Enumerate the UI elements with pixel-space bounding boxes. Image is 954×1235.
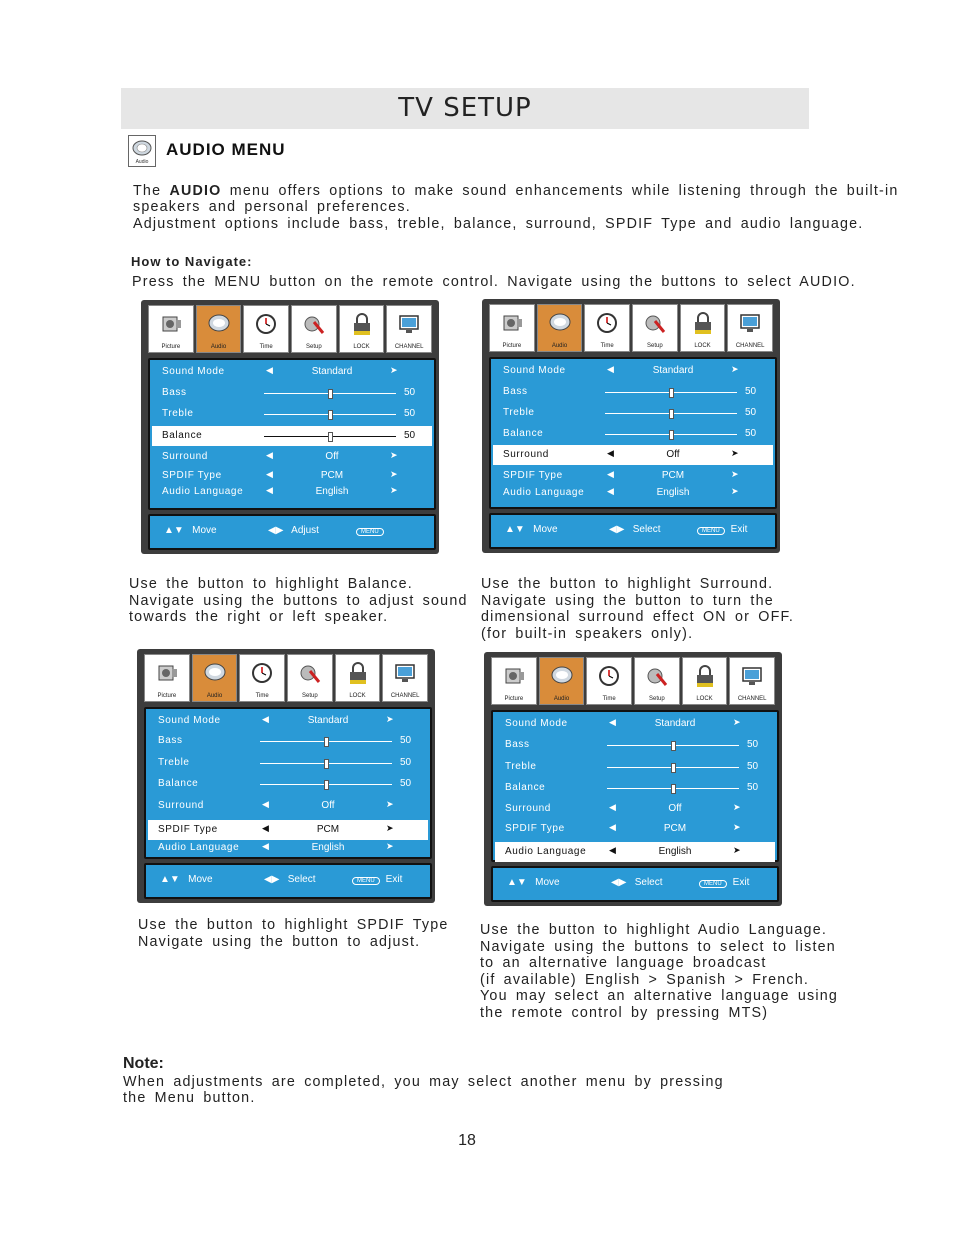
audio-menu-panel — [144, 707, 432, 859]
lock-icon — [346, 660, 370, 686]
tab-label: Audio — [206, 693, 223, 699]
note-line-1: When adjustments are completed, you may select another menu by pressing — [123, 1074, 724, 1090]
menu-screen-language — [484, 652, 782, 906]
audio-icon — [550, 663, 574, 689]
tab-audio[interactable] — [537, 304, 583, 352]
tab-label: Audio — [553, 696, 570, 702]
tab-audio[interactable] — [539, 657, 585, 705]
picture-icon — [159, 311, 183, 337]
page-title-bar — [121, 88, 809, 129]
row-sound-mode[interactable]: Sound Mode ◀ Standard ➤ — [505, 717, 741, 729]
audio-menu-panel — [489, 357, 777, 509]
row-spdif[interactable]: SPDIF Type ◀ PCM ➤ — [148, 820, 428, 840]
audio-menu-panel — [491, 710, 779, 862]
row-treble[interactable]: Treble 50 — [503, 407, 757, 418]
tab-setup[interactable] — [634, 657, 680, 705]
tab-label: LOCK — [353, 344, 370, 350]
channel-icon — [738, 310, 762, 336]
tab-label: Setup — [647, 343, 663, 349]
tab-label: Setup — [302, 693, 318, 699]
tab-channel[interactable] — [382, 654, 428, 702]
tab-lock[interactable] — [680, 304, 726, 352]
page-title: TV SETUP — [398, 93, 532, 123]
time-icon — [250, 660, 274, 686]
tab-picture[interactable] — [144, 654, 190, 702]
row-bass[interactable]: Bass 50 — [503, 386, 757, 397]
tab-audio[interactable] — [192, 654, 238, 702]
note-heading: Note: — [123, 1055, 164, 1072]
picture-icon — [502, 663, 526, 689]
menu-tabs — [491, 657, 775, 705]
tab-label: LOCK — [694, 343, 711, 349]
audio-icon — [548, 310, 572, 336]
row-sound-mode[interactable]: Sound Mode ◀ Standard ➤ — [162, 365, 398, 377]
tab-label: CHANNEL — [735, 343, 765, 349]
tab-picture[interactable] — [489, 304, 535, 352]
tab-time[interactable] — [584, 304, 630, 352]
row-bass[interactable]: Bass 50 — [505, 739, 759, 750]
tab-setup[interactable] — [291, 305, 337, 353]
tab-audio[interactable] — [196, 305, 242, 353]
tab-label: Picture — [157, 693, 177, 699]
setup-icon — [645, 663, 669, 689]
time-icon — [595, 310, 619, 336]
tab-time[interactable] — [239, 654, 285, 702]
tab-setup[interactable] — [287, 654, 333, 702]
tab-label: Picture — [502, 343, 522, 349]
how-to-text: Press the MENU button on the remote control. Navigate using the buttons to select AUDIO. — [132, 274, 856, 290]
row-bass[interactable]: Bass 50 — [162, 387, 416, 398]
row-treble[interactable]: Treble 50 — [162, 408, 416, 419]
tab-label: LOCK — [349, 693, 366, 699]
how-to-heading: How to Navigate: — [131, 254, 253, 269]
row-audio-language[interactable]: Audio Language ◀ English ➤ — [503, 486, 739, 498]
menu-tabs — [144, 654, 428, 702]
intro-line-2: speakers and personal preferences. — [133, 199, 411, 215]
setup-icon — [302, 311, 326, 337]
lock-icon — [350, 311, 374, 337]
desc-language: Use the button to highlight Audio Language. Navigate using the buttons to select to listen to an alternative language broadcast (if available) English > Spanish > French. You may select an alternative language using the remote control by pressing MTS) — [480, 922, 838, 1021]
tab-label: Audio — [551, 343, 568, 349]
channel-icon — [740, 663, 764, 689]
row-balance[interactable]: Balance 50 — [158, 778, 412, 789]
menu-footer: ▲▼ Move ◀▶ Adjust MENU — [148, 514, 436, 550]
tab-label: Picture — [504, 696, 524, 702]
tab-label: CHANNEL — [737, 696, 767, 702]
row-treble[interactable]: Treble 50 — [505, 761, 759, 772]
channel-icon — [393, 660, 417, 686]
row-balance[interactable]: Balance 50 — [152, 426, 432, 446]
tab-time[interactable] — [586, 657, 632, 705]
row-audio-language[interactable]: Audio Language ◀ English ➤ — [495, 842, 775, 862]
row-spdif[interactable]: SPDIF Type ◀ PCM ➤ — [162, 469, 398, 481]
tab-label: Time — [600, 343, 614, 349]
audio-icon — [207, 311, 231, 337]
tab-label: Time — [255, 693, 269, 699]
row-surround[interactable]: Surround ◀ Off ➤ — [162, 450, 398, 462]
audio-icon-label: Audio — [135, 159, 149, 165]
desc-surround: Use the button to highlight Surround. Navigate using the button to turn the dimensional surround effect ON or OFF. (for built-in speakers only). — [481, 576, 795, 642]
menu-screen-surround — [482, 299, 780, 553]
desc-balance: Use the button to highlight Balance. Navigate using the buttons to adjust sound towards the right or left speaker. — [129, 576, 468, 625]
row-sound-mode[interactable]: Sound Mode ◀ Standard ➤ — [503, 364, 739, 376]
audio-icon — [203, 660, 227, 686]
menu-screen-balance — [141, 300, 439, 554]
menu-footer: ▲▼ Move ◀▶ Select MENU Exit — [491, 866, 779, 902]
tab-label: CHANNEL — [390, 693, 420, 699]
picture-icon — [155, 660, 179, 686]
time-icon — [597, 663, 621, 689]
menu-tabs — [489, 304, 773, 352]
intro-line-3: Adjustment options include bass, treble, balance, surround, SPDIF Type and audio language. — [133, 216, 864, 232]
setup-icon — [298, 660, 322, 686]
note-line-2: the Menu button. — [123, 1090, 256, 1106]
row-spdif[interactable]: SPDIF Type ◀ PCM ➤ — [503, 469, 739, 481]
tab-label: Picture — [161, 344, 181, 350]
tab-picture[interactable] — [491, 657, 537, 705]
menu-footer: ▲▼ Move ◀▶ Select MENU Exit — [144, 863, 432, 899]
tab-label: CHANNEL — [394, 344, 424, 350]
row-balance[interactable]: Balance 50 — [503, 428, 757, 439]
tab-label: Time — [259, 344, 273, 350]
row-surround[interactable]: Surround ◀ Off ➤ — [493, 445, 773, 465]
desc-spdif: Use the button to highlight SPDIF Type Navigate using the button to adjust. — [138, 917, 449, 950]
tab-label: LOCK — [696, 696, 713, 702]
row-surround[interactable]: Surround ◀ Off ➤ — [505, 802, 741, 814]
time-icon — [254, 311, 278, 337]
tab-channel[interactable] — [729, 657, 775, 705]
tab-lock[interactable] — [682, 657, 728, 705]
channel-icon — [397, 311, 421, 337]
audio-menu-panel — [148, 358, 436, 510]
row-surround[interactable]: Surround ◀ Off ➤ — [158, 799, 394, 811]
menu-tabs — [148, 305, 432, 353]
page-number: 18 — [458, 1132, 476, 1149]
tab-time[interactable] — [243, 305, 289, 353]
row-bass[interactable]: Bass 50 — [158, 735, 412, 746]
menu-footer: ▲▼ Move ◀▶ Select MENU Exit — [489, 513, 777, 549]
tab-label: Audio — [210, 344, 227, 350]
tab-picture[interactable] — [148, 305, 194, 353]
row-spdif[interactable]: SPDIF Type ◀ PCM ➤ — [505, 822, 741, 834]
tab-label: Setup — [649, 696, 665, 702]
row-audio-language[interactable]: Audio Language ◀ English ➤ — [162, 485, 398, 497]
lock-icon — [691, 310, 715, 336]
tab-lock[interactable] — [335, 654, 381, 702]
row-audio-language[interactable]: Audio Language ◀ English ➤ — [158, 841, 394, 853]
picture-icon — [500, 310, 524, 336]
row-sound-mode[interactable]: Sound Mode ◀ Standard ➤ — [158, 714, 394, 726]
tab-setup[interactable] — [632, 304, 678, 352]
menu-screen-spdif — [137, 649, 435, 903]
tab-label: Time — [602, 696, 616, 702]
lock-icon — [693, 663, 717, 689]
section-title: AUDIO MENU — [166, 140, 286, 159]
row-treble[interactable]: Treble 50 — [158, 757, 412, 768]
audio-icon — [128, 135, 156, 167]
setup-icon — [643, 310, 667, 336]
tab-lock[interactable] — [339, 305, 385, 353]
tab-channel[interactable] — [386, 305, 432, 353]
intro-line-1: The AUDIO menu offers options to make sound enhancements while listening through the built-in — [133, 183, 899, 199]
tab-label: Setup — [306, 344, 322, 350]
intro-bold-audio: AUDIO — [169, 183, 222, 199]
row-balance[interactable]: Balance 50 — [505, 782, 759, 793]
tab-channel[interactable] — [727, 304, 773, 352]
